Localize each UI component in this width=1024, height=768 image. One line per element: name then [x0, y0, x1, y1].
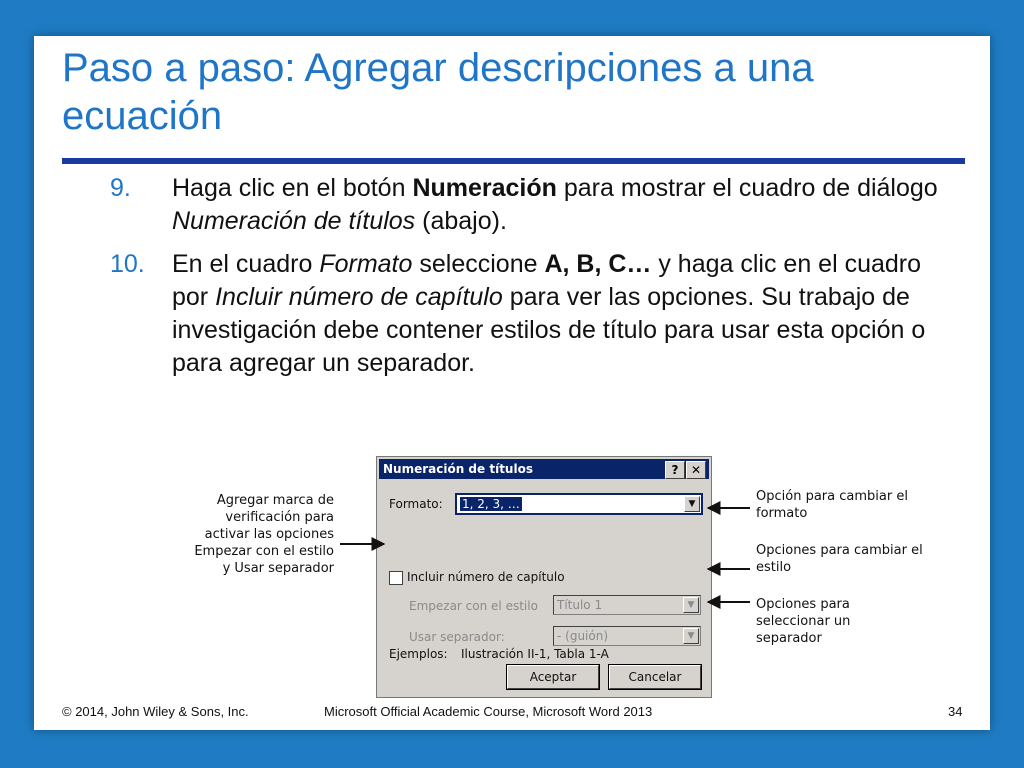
- examples-label: Ejemplos:: [389, 647, 448, 661]
- dialog-titlebar: [379, 459, 709, 479]
- format-select-value: 1, 2, 3, …: [462, 497, 520, 511]
- footer-copyright: © 2014, John Wiley & Sons, Inc.: [62, 704, 249, 719]
- accept-button[interactable]: Aceptar: [507, 665, 599, 689]
- examples-value: Ilustración II-1, Tabla 1-A: [461, 647, 609, 661]
- separator-value: - (guión): [557, 629, 609, 643]
- chevron-down-icon[interactable]: ▼: [683, 597, 699, 613]
- include-chapter-checkbox[interactable]: [389, 571, 403, 585]
- dialog-title: Numeración de títulos: [383, 462, 533, 476]
- numbering-dialog: [376, 456, 712, 698]
- format-select[interactable]: [455, 493, 703, 515]
- annotation-format: Opción para cambiar el formato: [756, 489, 908, 521]
- title-underline: [62, 158, 965, 164]
- step-text: Haga clic en el botón Numeración para mostrar el cuadro de diálogo Numeración de títulos (abajo).: [172, 174, 938, 235]
- close-button[interactable]: ✕: [686, 461, 706, 479]
- step-number: 10.: [110, 250, 145, 278]
- separator-label: Usar separador:: [409, 630, 505, 644]
- start-style-label: Empezar con el estilo: [409, 599, 538, 613]
- steps-list: [110, 172, 960, 390]
- step-number: 9.: [110, 174, 131, 202]
- chevron-down-icon[interactable]: ▼: [684, 496, 700, 512]
- annotation-style: Opciones para cambiar el estilo: [756, 543, 923, 575]
- footer-course: Microsoft Official Academic Course, Microsoft Word 2013: [324, 704, 653, 719]
- footer-page-number: 34: [948, 704, 963, 719]
- slide: [34, 36, 990, 730]
- format-label: Formato:: [389, 497, 443, 511]
- step-item: [110, 248, 960, 380]
- annotation-checkbox: Agregar marca de verificación para activar las opciones Empezar con el estilo y Usar separador: [194, 493, 334, 576]
- help-button[interactable]: ?: [665, 461, 685, 479]
- separator-select[interactable]: [553, 626, 701, 646]
- annotation-separator: Opciones para seleccionar un separador: [756, 597, 851, 646]
- start-style-value: Título 1: [557, 598, 603, 612]
- include-chapter-label[interactable]: Incluir número de capítulo: [407, 570, 565, 584]
- chevron-down-icon[interactable]: ▼: [683, 628, 699, 644]
- step-item: [110, 172, 960, 238]
- step-text: En el cuadro Formato seleccione A, B, C… y haga clic en el cuadro por Incluir número de capítulo para ver las opciones. Su trabajo de investigación debe contener estilos de título para usar esta opción o para agregar un separador.: [172, 250, 926, 377]
- cancel-button[interactable]: Cancelar: [609, 665, 701, 689]
- start-style-select[interactable]: [553, 595, 701, 615]
- slide-title: Paso a paso: Agregar descripciones a una ecuación: [62, 46, 814, 138]
